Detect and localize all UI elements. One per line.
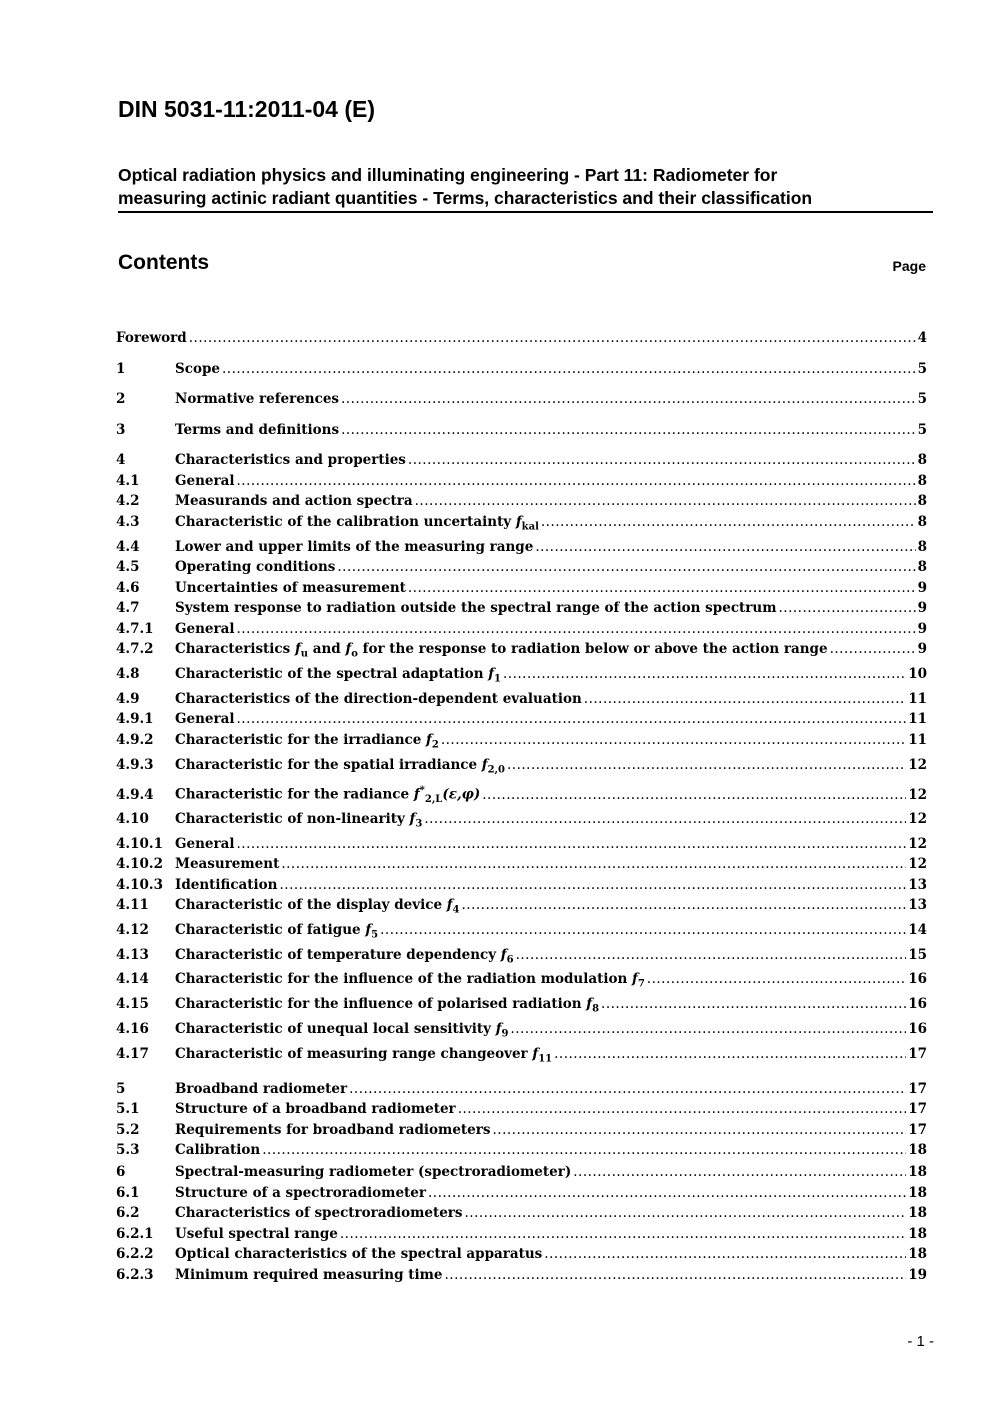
toc-section-title: Uncertainties of measurement xyxy=(175,580,406,596)
toc-section-number: 6 xyxy=(116,1164,126,1180)
toc-entry[interactable] xyxy=(116,493,927,509)
toc-section-number: 1 xyxy=(116,361,126,377)
formula-symbol: f xyxy=(413,786,420,803)
formula-subscript: kal xyxy=(521,521,539,533)
toc-page-number: 12 xyxy=(908,811,927,827)
toc-section-number: 4.14 xyxy=(116,971,149,987)
toc-entry[interactable] xyxy=(116,1205,927,1221)
toc-section-title: Measurands and action spectra xyxy=(175,493,413,509)
toc-section-title: Scope xyxy=(175,361,221,377)
toc-entry[interactable] xyxy=(116,691,927,707)
toc-section-title: Characteristic for the radiance $f^*_{2,L}(\varepsilon,\varphi)$ xyxy=(175,785,481,806)
formula-symbol: f xyxy=(426,732,432,748)
toc-section-number: 4.11 xyxy=(116,897,149,913)
dot-leader xyxy=(237,473,916,489)
toc-entry[interactable] xyxy=(116,732,927,751)
toc-entry[interactable] xyxy=(116,856,927,872)
toc-page-number: 19 xyxy=(908,1267,927,1283)
toc-section-title: Measurement xyxy=(175,856,280,872)
dot-leader xyxy=(510,1021,906,1037)
dot-leader xyxy=(340,1226,906,1242)
toc-section-title: Foreword xyxy=(116,330,187,346)
formula-symbol: f xyxy=(294,641,301,657)
toc-entry[interactable] xyxy=(116,897,927,916)
toc-section-title: Useful spectral range xyxy=(175,1226,338,1242)
toc-section-title: Characteristic for the spatial irradiance $f_{2,0}$ xyxy=(175,757,505,776)
toc-section-number: 5.3 xyxy=(116,1142,140,1158)
toc-page-number: 18 xyxy=(908,1185,927,1201)
dot-leader xyxy=(349,1081,906,1097)
toc-entry[interactable] xyxy=(116,836,927,852)
dot-leader xyxy=(337,559,915,575)
toc-section-number: 6.2.2 xyxy=(116,1246,154,1262)
toc-section-title: General xyxy=(175,473,235,489)
dot-leader xyxy=(462,897,907,913)
toc-section-title: Calibration xyxy=(175,1142,261,1158)
toc-page-number: 17 xyxy=(908,1046,927,1062)
dot-leader xyxy=(408,580,916,596)
dot-leader xyxy=(341,391,916,407)
formula-symbol: f xyxy=(488,666,495,682)
dot-leader xyxy=(573,1164,906,1180)
toc-page-number: 12 xyxy=(908,757,927,773)
toc-section-number: 3 xyxy=(116,422,126,438)
toc-section-title: Characteristics of the direction-dependent evaluation xyxy=(175,691,582,707)
dot-leader xyxy=(380,922,906,938)
toc-page-number: 16 xyxy=(908,971,927,987)
toc-page-number: 5 xyxy=(917,391,927,407)
toc-section-title: Structure of a spectroradiometer xyxy=(175,1185,426,1201)
dot-leader xyxy=(492,1122,906,1138)
dot-leader xyxy=(535,539,915,555)
toc-entry[interactable] xyxy=(116,971,927,990)
dot-leader xyxy=(601,996,906,1012)
dot-leader xyxy=(281,856,906,872)
toc-section-title: Characteristic of fatigue $f_5$ xyxy=(175,922,379,941)
toc-section-title: Characteristic of the calibration uncertainty $f_{kal}$ xyxy=(175,514,539,533)
toc-section-title: Characteristics $f_u$ and $f_o$ for the response to radiation below or above the action range xyxy=(175,641,828,660)
toc-page-number: 5 xyxy=(917,361,927,377)
toc-page-number: 17 xyxy=(908,1101,927,1117)
toc-entry[interactable] xyxy=(116,947,927,966)
formula-subscript: 5 xyxy=(371,929,379,941)
toc-entry[interactable] xyxy=(116,1101,927,1117)
dot-leader xyxy=(262,1142,906,1158)
formula-subscript: 2,L xyxy=(424,794,443,806)
toc-section-title: Requirements for broadband radiometers xyxy=(175,1122,491,1138)
dot-leader xyxy=(830,641,916,657)
toc-section-number: 4.7.2 xyxy=(116,641,154,657)
toc-entry[interactable] xyxy=(116,330,927,346)
toc-entry[interactable] xyxy=(116,1122,927,1138)
formula-subscript: 2,0 xyxy=(487,764,505,776)
formula-subscript: 4 xyxy=(452,904,460,916)
toc-section-number: 4.2 xyxy=(116,493,140,509)
formula-symbol: f xyxy=(481,757,488,773)
toc-entry[interactable] xyxy=(116,922,927,941)
toc-section-number: 4.5 xyxy=(116,559,140,575)
toc-page-number: 9 xyxy=(917,641,927,657)
toc-section-title: Characteristic for the influence of the radiation modulation $f_7$ xyxy=(175,971,645,990)
dot-leader xyxy=(415,493,916,509)
formula-symbol: f xyxy=(500,947,507,963)
formula-arguments: (ε,φ) xyxy=(442,786,481,803)
toc-entry[interactable] xyxy=(116,391,927,407)
toc-page-number: 8 xyxy=(917,493,927,509)
toc-section-number: 5.1 xyxy=(116,1101,140,1117)
toc-section-number: 4.8 xyxy=(116,666,140,682)
toc-page-number: 18 xyxy=(908,1205,927,1221)
dot-leader xyxy=(408,452,916,468)
toc-entry[interactable] xyxy=(116,361,927,377)
toc-section-number: 5 xyxy=(116,1081,126,1097)
toc-section-number: 4.9.4 xyxy=(116,786,154,803)
toc-entry[interactable] xyxy=(116,452,927,468)
document-title-line-2: measuring actinic radiant quantities - Terms, characteristics and their classification xyxy=(118,188,813,208)
toc-page-number: 12 xyxy=(908,786,927,803)
toc-section-number: 4.4 xyxy=(116,539,140,555)
toc-page-number: 18 xyxy=(908,1142,927,1158)
toc-section-title: Broadband radiometer xyxy=(175,1081,348,1097)
toc-page-number: 8 xyxy=(917,559,927,575)
toc-section-title: General xyxy=(175,836,235,852)
toc-section-title: General xyxy=(175,621,235,637)
toc-page-number: 13 xyxy=(908,897,927,913)
toc-entry[interactable] xyxy=(116,422,927,438)
formula-subscript: 7 xyxy=(637,978,645,990)
toc-entry[interactable] xyxy=(116,666,927,685)
formula-subscript: 6 xyxy=(506,954,514,966)
toc-entry[interactable] xyxy=(116,1081,927,1097)
toc-section-title: Characteristic of the display device $f_4$ xyxy=(175,897,460,916)
document-id: DIN 5031-11:2011-04 (E) xyxy=(118,96,375,122)
toc-page-number: 13 xyxy=(908,877,927,893)
formula-subscript: 11 xyxy=(538,1053,553,1065)
toc-section-title: Characteristics and properties xyxy=(175,452,406,468)
dot-leader xyxy=(544,1246,906,1262)
toc-page-number: 12 xyxy=(908,856,927,872)
document-title xyxy=(118,164,933,213)
toc-section-title: Lower and upper limits of the measuring range xyxy=(175,539,534,555)
dot-leader xyxy=(647,971,906,987)
toc-page-number: 16 xyxy=(908,996,927,1012)
toc-page-number: 10 xyxy=(908,666,927,682)
toc-section-number: 4.10.3 xyxy=(116,877,163,893)
document-title-line-1: Optical radiation physics and illuminating engineering - Part 11: Radiometer for xyxy=(118,165,778,185)
formula-symbol: f xyxy=(345,641,352,657)
toc-section-number: 4 xyxy=(116,452,126,468)
toc-section-title: Characteristic of non-linearity $f_3$ xyxy=(175,811,423,830)
dot-leader xyxy=(507,757,906,773)
toc-page-number: 8 xyxy=(917,514,927,530)
toc-page-number: 8 xyxy=(917,452,927,468)
toc-section-number: 4.1 xyxy=(116,473,140,489)
toc-page-number: 14 xyxy=(908,922,927,938)
formula-symbol: f xyxy=(446,897,453,913)
formula-symbol: f xyxy=(365,922,372,938)
toc-page-number: 17 xyxy=(908,1122,927,1138)
dot-leader xyxy=(428,1185,906,1201)
toc-section-number: 6.2.1 xyxy=(116,1226,154,1242)
toc-entry[interactable] xyxy=(116,1164,927,1180)
toc-entry[interactable] xyxy=(116,1142,927,1158)
toc-entry[interactable] xyxy=(116,1021,927,1040)
dot-leader xyxy=(280,877,907,893)
toc-page-number: 11 xyxy=(908,691,927,707)
toc-entry[interactable] xyxy=(116,473,927,489)
toc-section-title: Spectral-measuring radiometer (spectroradiometer) xyxy=(175,1164,572,1180)
dot-leader xyxy=(482,787,906,803)
toc-section-title: Characteristics of spectroradiometers xyxy=(175,1205,463,1221)
formula-subscript: 8 xyxy=(592,1003,600,1015)
toc-entry[interactable] xyxy=(116,757,927,776)
toc-section-title: Characteristic of the spectral adaptation $f_1$ xyxy=(175,666,501,685)
toc-entry[interactable] xyxy=(116,1267,927,1283)
formula-subscript: 3 xyxy=(415,818,423,830)
toc-section-number: 4.16 xyxy=(116,1021,149,1037)
formula-symbol: f xyxy=(532,1046,539,1062)
dot-leader xyxy=(441,732,906,748)
toc-section-number: 4.17 xyxy=(116,1046,149,1062)
toc-page-number: 11 xyxy=(908,732,927,748)
toc-page-number: 18 xyxy=(908,1164,927,1180)
toc-section-number: 4.7 xyxy=(116,600,140,616)
toc-entry[interactable] xyxy=(116,711,927,727)
toc-section-number: 4.13 xyxy=(116,947,149,963)
dot-leader xyxy=(458,1101,907,1117)
formula-symbol: f xyxy=(409,811,416,827)
toc-entry[interactable] xyxy=(116,539,927,555)
toc-section-number: 4.9.1 xyxy=(116,711,154,727)
toc-page-number: 4 xyxy=(917,330,927,346)
toc-entry[interactable] xyxy=(116,641,927,660)
dot-leader xyxy=(237,711,907,727)
toc-section-title: Minimum required measuring time xyxy=(175,1267,443,1283)
toc-section-title: Characteristic for the influence of polarised radiation $f_8$ xyxy=(175,996,600,1015)
dot-leader xyxy=(778,600,915,616)
toc-entry[interactable] xyxy=(116,1226,927,1242)
toc-page-number: 9 xyxy=(917,580,927,596)
formula-symbol: f xyxy=(515,514,522,530)
formula-subscript: u xyxy=(300,648,309,660)
toc-page-number: 9 xyxy=(917,621,927,637)
toc-page-number: 5 xyxy=(917,422,927,438)
toc-page-number: 17 xyxy=(908,1081,927,1097)
toc-section-number: 6.1 xyxy=(116,1185,140,1201)
page-column-heading: Page xyxy=(892,258,926,274)
toc-page-number: 8 xyxy=(917,473,927,489)
toc-page-number: 11 xyxy=(908,711,927,727)
contents-heading: Contents xyxy=(118,251,209,274)
toc-entry[interactable] xyxy=(116,514,927,533)
toc-entry[interactable] xyxy=(116,621,927,637)
toc-section-number: 4.6 xyxy=(116,580,140,596)
dot-leader xyxy=(424,811,906,827)
dot-leader xyxy=(503,666,906,682)
formula-superscript: * xyxy=(419,785,425,796)
toc-section-title: Normative references xyxy=(175,391,340,407)
toc-section-number: 6.2.3 xyxy=(116,1267,154,1283)
toc-section-title: Structure of a broadband radiometer xyxy=(175,1101,456,1117)
toc-section-title: Characteristic of measuring range changeover $f_{11}$ xyxy=(175,1046,553,1065)
toc-entry[interactable] xyxy=(116,580,927,596)
dot-leader xyxy=(541,514,916,530)
toc-entry[interactable] xyxy=(116,1246,927,1262)
formula-symbol: f xyxy=(495,1021,502,1037)
toc-entry[interactable] xyxy=(116,877,927,893)
page-number-footer: - 1 - xyxy=(907,1333,934,1350)
toc-section-number: 4.9 xyxy=(116,691,140,707)
formula-subscript: 9 xyxy=(501,1028,509,1040)
toc-section-number: 2 xyxy=(116,391,126,407)
toc-section-title: Identification xyxy=(175,877,278,893)
formula-symbol: f xyxy=(586,996,593,1012)
dot-leader xyxy=(584,691,906,707)
toc-entry[interactable] xyxy=(116,785,927,805)
dot-leader xyxy=(554,1046,906,1062)
toc-section-number: 4.3 xyxy=(116,514,140,530)
toc-page-number: 15 xyxy=(908,947,927,963)
formula-subscript: o xyxy=(351,648,358,660)
toc-section-number: 4.9.2 xyxy=(116,732,154,748)
toc-entry[interactable] xyxy=(116,559,927,575)
toc-entry[interactable] xyxy=(116,600,927,616)
toc-section-title: Operating conditions xyxy=(175,559,336,575)
toc-section-number: 6.2 xyxy=(116,1205,140,1221)
toc-entry[interactable] xyxy=(116,811,927,830)
toc-entry[interactable] xyxy=(116,1185,927,1201)
toc-section-number: 4.9.3 xyxy=(116,757,154,773)
toc-page-number: 8 xyxy=(917,539,927,555)
toc-section-title: Terms and definitions xyxy=(175,422,340,438)
toc-entry[interactable] xyxy=(116,1046,927,1065)
toc-section-title: Characteristic of temperature dependency $f_6$ xyxy=(175,947,514,966)
formula-subscript: 1 xyxy=(494,673,501,685)
dot-leader xyxy=(445,1267,907,1283)
dot-leader xyxy=(516,947,907,963)
toc-section-number: 4.7.1 xyxy=(116,621,154,637)
toc-page-number: 9 xyxy=(917,600,927,616)
toc-page-number: 18 xyxy=(908,1246,927,1262)
toc-section-number: 4.15 xyxy=(116,996,149,1012)
toc-section-title: System response to radiation outside the spectral range of the action spectrum xyxy=(175,600,777,616)
dot-leader xyxy=(465,1205,907,1221)
toc-section-title: Characteristic for the irradiance $f_2$ xyxy=(175,732,439,751)
toc-section-title: Optical characteristics of the spectral apparatus xyxy=(175,1246,543,1262)
toc-entry[interactable] xyxy=(116,996,927,1015)
toc-page-number: 16 xyxy=(908,1021,927,1037)
toc-page-number: 18 xyxy=(908,1226,927,1242)
formula-symbol: f xyxy=(632,971,638,987)
dot-leader xyxy=(237,836,907,852)
formula-subscript: 2 xyxy=(431,739,439,751)
toc-page-number: 12 xyxy=(908,836,927,852)
dot-leader xyxy=(341,422,916,438)
toc-section-number: 5.2 xyxy=(116,1122,140,1138)
toc-section-number: 4.10 xyxy=(116,811,149,827)
toc-section-title: General xyxy=(175,711,235,727)
toc-section-number: 4.10.1 xyxy=(116,836,163,852)
toc-section-number: 4.12 xyxy=(116,922,149,938)
dot-leader xyxy=(189,330,916,346)
dot-leader xyxy=(222,361,916,377)
toc-section-number: 4.10.2 xyxy=(116,856,163,872)
dot-leader xyxy=(237,621,916,637)
toc-section-title: Characteristic of unequal local sensitivity $f_9$ xyxy=(175,1021,509,1040)
